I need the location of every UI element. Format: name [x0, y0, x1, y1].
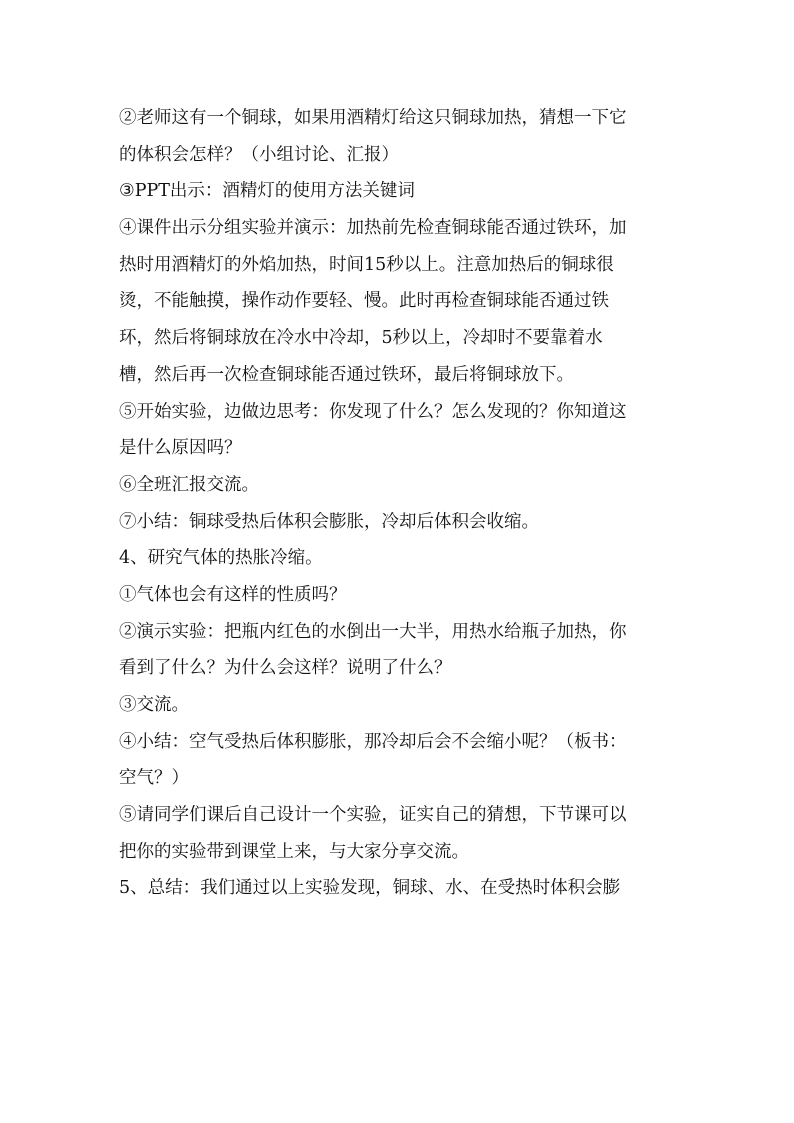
text-line: ④小结：空气受热后体积膨胀，那冷却后会不会缩小呢？（板书：: [119, 731, 627, 752]
text-line: 烫，不能触摸，操作动作要轻、慢。此时再检查铜球能否通过铁: [119, 291, 609, 312]
text-line: ⑤请同学们课后自己设计一个实验，证实自己的猜想，下节课可以: [119, 805, 627, 826]
text-line: ③交流。: [119, 695, 189, 715]
text-line: ④课件出示分组实验并演示：加热前先检查铜球能否通过铁环，加: [119, 218, 627, 239]
text-line: 槽，然后再一次检查铜球能否通过铁环，最后将铜球放下。: [119, 364, 574, 385]
text-line: 把你的实验带到课堂上来，与大家分享交流。: [119, 841, 469, 862]
text-line: 是什么原因吗？: [119, 438, 242, 459]
text-line: ①气体也会有这样的性质吗？: [119, 584, 347, 605]
text-line: ⑤开始实验，边做边思考：你发现了什么？怎么发现的？你知道这: [119, 401, 627, 422]
text-line: ②老师这有一个铜球，如果用酒精灯给这只铜球加热，猜想一下它: [119, 108, 627, 128]
text-line: 4、研究气体的热胀冷缩。: [119, 548, 323, 569]
text-line: ②演示实验：把瓶内红色的水倒出一大半，用热水给瓶子加热，你: [119, 621, 627, 642]
text-line: 空气？）: [119, 768, 189, 789]
document-body: [119, 100, 679, 907]
text-line: 环，然后将铜球放在冷水中冷却，5秒以上，冷却时不要靠着水: [119, 328, 603, 349]
text-line: ③PPT出示：酒精灯的使用方法关键词: [119, 181, 415, 202]
text-line: ⑥全班汇报交流。: [119, 474, 259, 495]
text-line: 看到了什么？为什么会这样？说明了什么？: [119, 658, 452, 679]
text-line: 5、总结：我们通过以上实验发现，铜球、水、在受热时体积会膨: [119, 878, 621, 899]
text-line: ⑦小结：铜球受热后体积会膨胀，冷却后体积会收缩。: [119, 511, 539, 532]
text-line: 的体积会怎样？（小组讨论、汇报）: [119, 144, 399, 165]
text-line: 热时用酒精灯的外焰加热，时间15秒以上。注意加热后的铜球很: [119, 254, 614, 275]
